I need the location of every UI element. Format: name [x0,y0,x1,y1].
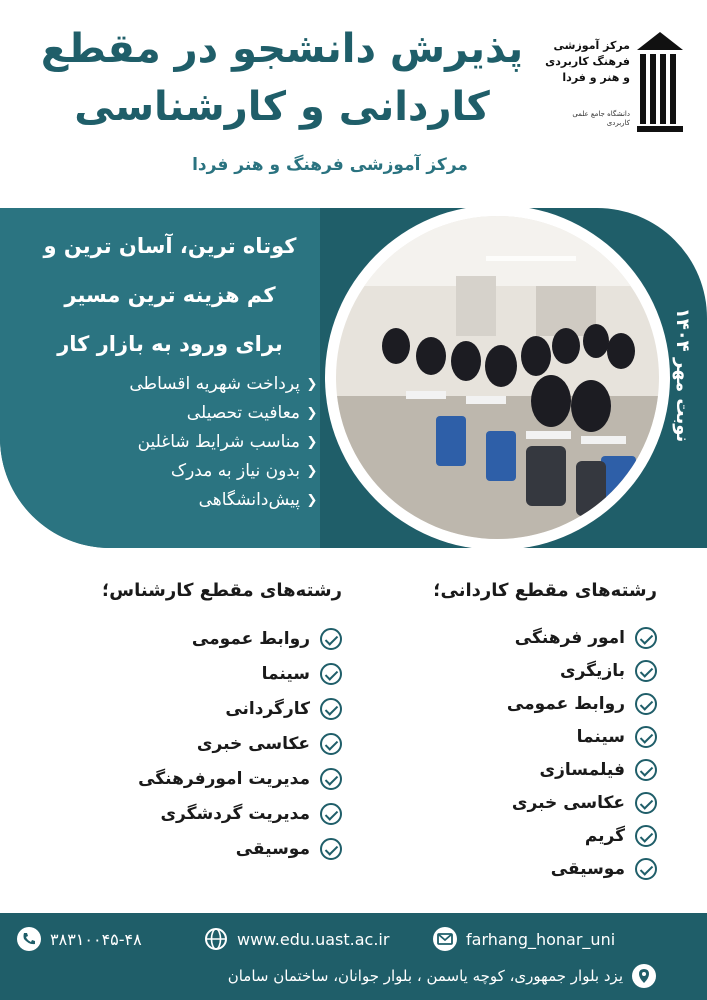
list-item [42,726,342,761]
headline-line-1: کوتاه ترین، آسان ترین و [43,234,297,258]
header [0,0,707,205]
feature-item [20,399,320,428]
logo-subtext: دانشگاه جامع علمی کاربردی [572,110,630,127]
check-circle-icon [320,803,342,825]
program-name: کارگردانی [225,698,310,719]
feature-label: پرداخت شهریه اقساطی [129,374,300,394]
program-name: فیلمسازی [539,759,625,780]
check-circle-icon [635,660,657,682]
instagram-link[interactable] [432,926,615,952]
band-headline [20,222,320,369]
program-name: گریم [584,825,625,846]
check-circle-icon [635,726,657,748]
check-circle-icon [320,733,342,755]
check-circle-icon [635,825,657,847]
vertical-label [667,275,697,475]
feature-item [20,428,320,457]
list-item [387,720,657,753]
chevron-left-icon: ❮ [306,464,318,479]
footer [0,913,707,1000]
list-item [42,796,342,831]
features-list [20,370,320,515]
address [228,963,657,989]
check-circle-icon [635,627,657,649]
chevron-left-icon: ❮ [306,377,318,392]
list-item [42,691,342,726]
chevron-left-icon: ❮ [306,493,318,508]
list-item [387,654,657,687]
check-circle-icon [320,663,342,685]
feature-label: مناسب شرایط شاغلین [137,432,300,452]
check-circle-icon [635,792,657,814]
associate-programs [387,580,657,885]
bachelor-programs [42,580,342,866]
logo-emblem-icon [635,30,685,140]
check-circle-icon [320,698,342,720]
bachelor-list [42,621,342,866]
logo-text [535,38,630,86]
subtitle: مرکز آموزشی فرهنگ و هنر فردا [192,155,468,175]
location-pin-icon [631,963,657,989]
headline-line-2: کم هزینه ترین مسیر [64,283,276,307]
list-item [387,852,657,885]
feature-label: معافیت تحصیلی [186,403,300,423]
program-name: عکاسی خبری [196,733,310,754]
associate-list [387,621,657,885]
logo [545,30,685,140]
logo-line-2: فرهنگ کاربردی [545,55,630,68]
phone-icon [16,926,42,952]
address-text: یزد بلوار جمهوری، کوچه یاسمن ، بلوار جوانان، ساختمان سامان [227,967,623,985]
headline-line-3: برای ورود به بازار کار [57,332,283,356]
title-line-2: کاردانی و کارشناسی [74,84,490,130]
program-name: بازیگری [560,660,625,681]
bachelor-heading: رشته‌های مقطع کارشناس؛ [102,580,342,601]
chevron-left-icon: ❮ [306,406,318,421]
check-circle-icon [635,693,657,715]
feature-item [20,370,320,399]
program-name: سینما [261,663,310,684]
globe-icon [203,926,229,952]
phone-contact[interactable] [16,926,142,952]
list-item [387,786,657,819]
website-url: www.edu.uast.ac.ir [237,929,390,949]
list-item [42,761,342,796]
list-item [387,819,657,852]
check-circle-icon [320,628,342,650]
list-item [387,687,657,720]
list-item [42,831,342,866]
program-name: سینما [576,726,625,747]
associate-heading: رشته‌های مقطع کاردانی؛ [433,580,657,601]
feature-item [20,486,320,515]
check-circle-icon [635,759,657,781]
check-circle-icon [320,768,342,790]
page-title [22,20,542,136]
logo-line-1: مرکز آموزشی [553,39,630,52]
classroom-illustration [336,216,659,539]
feature-item [20,457,320,486]
list-item [387,621,657,654]
check-circle-icon [635,858,657,880]
program-name: مدیریت امورفرهنگی [138,768,310,789]
check-circle-icon [320,838,342,860]
website-link[interactable] [203,926,389,952]
program-name: امور فرهنگی [514,627,625,648]
program-name: روابط عمومی [506,693,625,714]
mail-icon [432,926,458,952]
title-line-1: پذیرش دانشجو در مقطع [40,26,524,72]
list-item [387,753,657,786]
list-item [42,621,342,656]
instagram-handle: farhang_honar_uni [466,929,616,949]
classroom-photo [336,216,659,539]
program-name: مدیریت گردشگری [160,803,310,824]
program-name: روابط عمومی [191,628,310,649]
list-item [42,656,342,691]
program-name: موسیقی [550,858,625,879]
feature-label: بدون نیاز به مدرک [170,461,300,481]
program-name: عکاسی خبری [511,792,625,813]
logo-line-3: و هنر و فردا [562,71,630,84]
feature-label: پیش‌دانشگاهی [198,490,300,510]
vertical-label-text: نوبت مهر ۱۴۰۴ [672,307,693,443]
chevron-left-icon: ❮ [306,435,318,450]
phone-number: ۳۸۳۱۰۰۴۵-۴۸ [50,929,142,949]
program-name: موسیقی [235,838,310,859]
